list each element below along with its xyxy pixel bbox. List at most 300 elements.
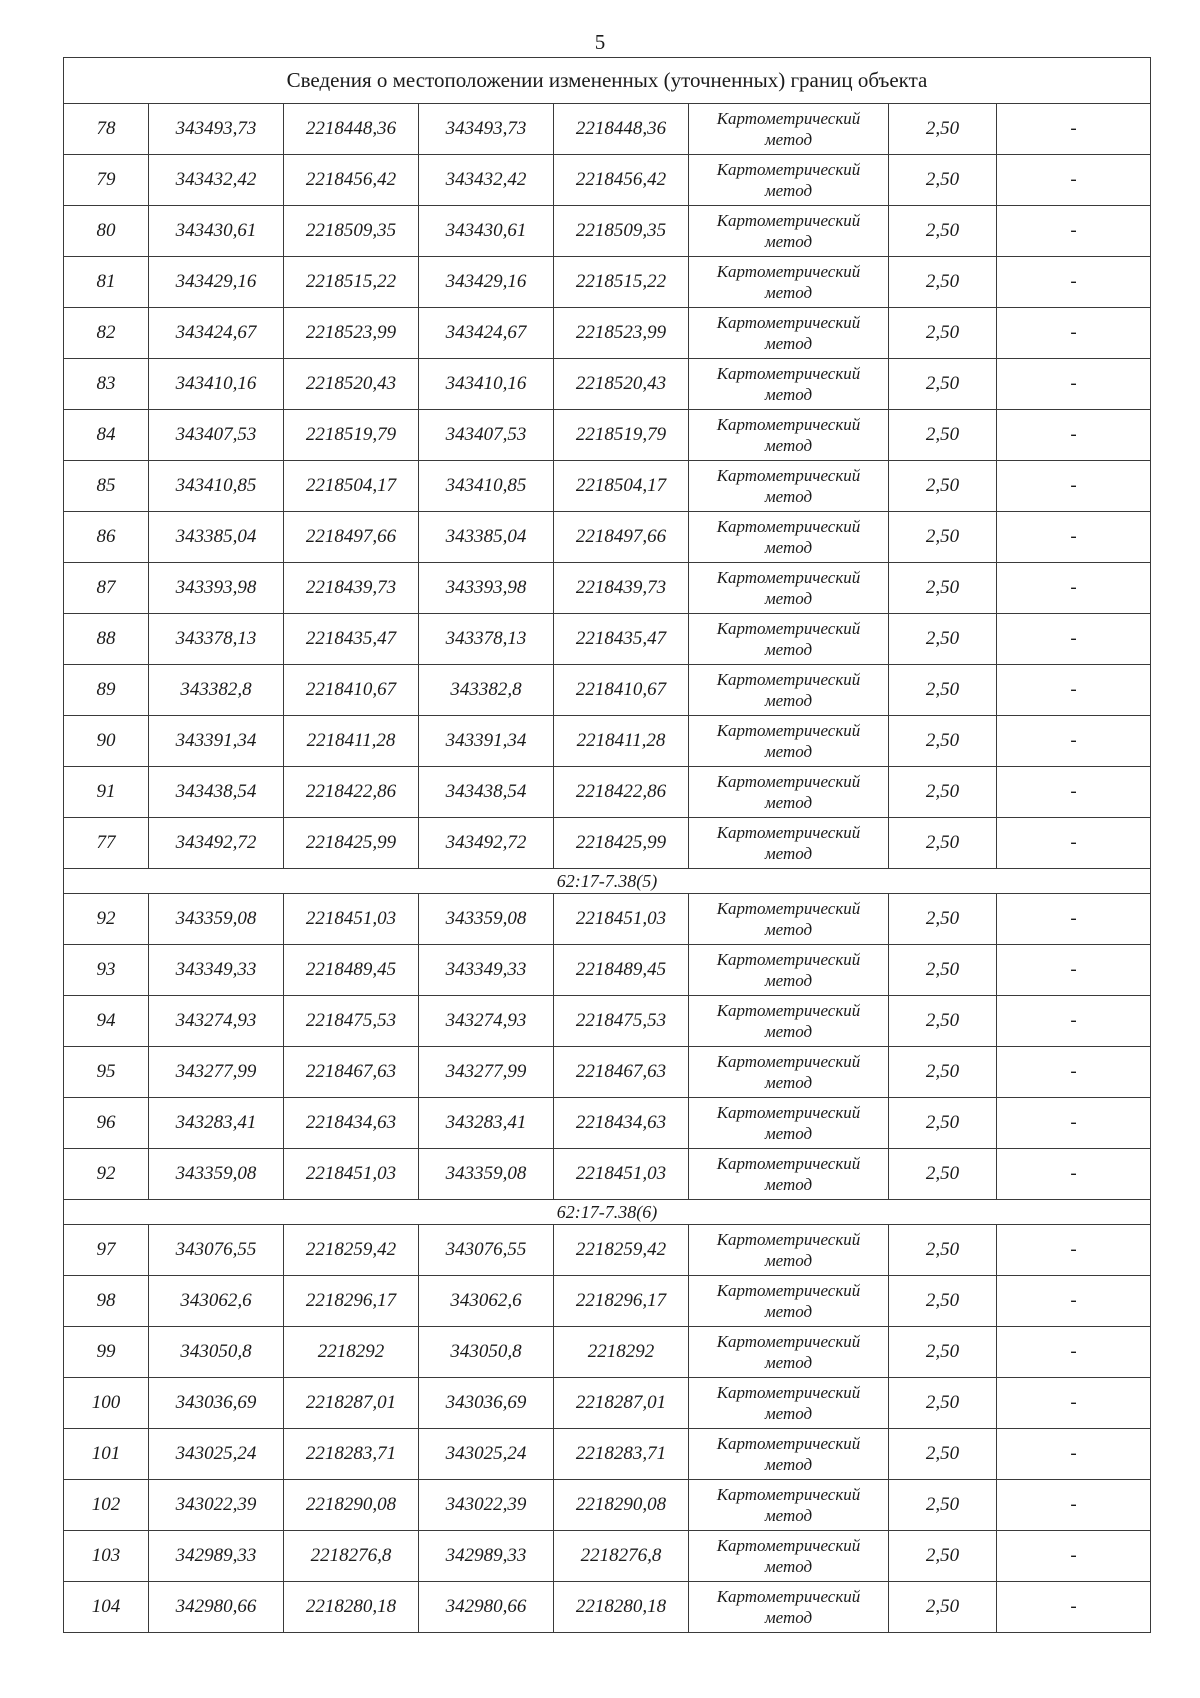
y-existing: 2218280,18 <box>284 1582 419 1633</box>
table-row <box>64 359 1151 410</box>
method-cell <box>689 1149 889 1200</box>
y-existing: 2218434,63 <box>284 1098 419 1149</box>
point-number: 93 <box>64 945 149 996</box>
point-number: 81 <box>64 257 149 308</box>
method-line2: метод <box>764 1251 813 1270</box>
y-new: 2218425,99 <box>554 818 689 869</box>
method-line1: Картометрический <box>716 1332 861 1351</box>
method-line1: Картометрический <box>716 670 861 689</box>
method-cell <box>689 894 889 945</box>
method-line2: метод <box>764 385 813 404</box>
point-number: 87 <box>64 563 149 614</box>
table-row <box>64 767 1151 818</box>
y-existing: 2218287,01 <box>284 1378 419 1429</box>
x-existing: 343492,72 <box>149 818 284 869</box>
y-existing: 2218425,99 <box>284 818 419 869</box>
accuracy: 2,50 <box>889 945 997 996</box>
point-number: 97 <box>64 1225 149 1276</box>
method-line1: Картометрический <box>716 1383 861 1402</box>
description: - <box>997 1582 1151 1633</box>
y-new: 2218434,63 <box>554 1098 689 1149</box>
y-new: 2218435,47 <box>554 614 689 665</box>
method-cell <box>689 1531 889 1582</box>
point-number: 78 <box>64 104 149 155</box>
point-number: 84 <box>64 410 149 461</box>
point-number: 80 <box>64 206 149 257</box>
x-new: 343410,85 <box>419 461 554 512</box>
y-existing: 2218422,86 <box>284 767 419 818</box>
point-number: 89 <box>64 665 149 716</box>
method-line2: метод <box>764 181 813 200</box>
y-existing: 2218276,8 <box>284 1531 419 1582</box>
table-row <box>64 1378 1151 1429</box>
x-existing: 343025,24 <box>149 1429 284 1480</box>
point-number: 90 <box>64 716 149 767</box>
method-line2: метод <box>764 1404 813 1423</box>
x-existing: 343382,8 <box>149 665 284 716</box>
y-new: 2218422,86 <box>554 767 689 818</box>
method-cell <box>689 1582 889 1633</box>
table-title-row <box>64 58 1151 104</box>
table-row <box>64 894 1151 945</box>
accuracy: 2,50 <box>889 767 997 818</box>
y-new: 2218519,79 <box>554 410 689 461</box>
method-line2: метод <box>764 1022 813 1041</box>
y-existing: 2218290,08 <box>284 1480 419 1531</box>
x-new: 343062,6 <box>419 1276 554 1327</box>
description: - <box>997 945 1151 996</box>
accuracy: 2,50 <box>889 1225 997 1276</box>
x-existing: 342980,66 <box>149 1582 284 1633</box>
method-line1: Картометрический <box>716 772 861 791</box>
accuracy: 2,50 <box>889 257 997 308</box>
accuracy: 2,50 <box>889 461 997 512</box>
y-existing: 2218519,79 <box>284 410 419 461</box>
table-row <box>64 206 1151 257</box>
y-new: 2218509,35 <box>554 206 689 257</box>
y-existing: 2218283,71 <box>284 1429 419 1480</box>
accuracy: 2,50 <box>889 1480 997 1531</box>
point-number: 94 <box>64 996 149 1047</box>
y-new: 2218515,22 <box>554 257 689 308</box>
x-new: 343393,98 <box>419 563 554 614</box>
method-cell <box>689 308 889 359</box>
x-new: 343359,08 <box>419 1149 554 1200</box>
accuracy: 2,50 <box>889 614 997 665</box>
y-existing: 2218475,53 <box>284 996 419 1047</box>
x-existing: 343022,39 <box>149 1480 284 1531</box>
y-existing: 2218489,45 <box>284 945 419 996</box>
x-new: 343022,39 <box>419 1480 554 1531</box>
description: - <box>997 1276 1151 1327</box>
method-line1: Картометрический <box>716 1230 861 1249</box>
point-number: 98 <box>64 1276 149 1327</box>
x-existing: 343050,8 <box>149 1327 284 1378</box>
table-row <box>64 1098 1151 1149</box>
point-number: 96 <box>64 1098 149 1149</box>
description: - <box>997 1480 1151 1531</box>
accuracy: 2,50 <box>889 1429 997 1480</box>
method-cell <box>689 945 889 996</box>
method-line1: Картометрический <box>716 1587 861 1606</box>
x-new: 343378,13 <box>419 614 554 665</box>
x-existing: 342989,33 <box>149 1531 284 1582</box>
method-line1: Картометрический <box>716 313 861 332</box>
method-line2: метод <box>764 640 813 659</box>
description: - <box>997 1149 1151 1200</box>
method-line2: метод <box>764 844 813 863</box>
accuracy: 2,50 <box>889 996 997 1047</box>
x-new: 343274,93 <box>419 996 554 1047</box>
method-line1: Картометрический <box>716 466 861 485</box>
accuracy: 2,50 <box>889 1276 997 1327</box>
method-line2: метод <box>764 130 813 149</box>
method-cell <box>689 1378 889 1429</box>
x-new: 343429,16 <box>419 257 554 308</box>
x-existing: 343393,98 <box>149 563 284 614</box>
description: - <box>997 563 1151 614</box>
table-row <box>64 1480 1151 1531</box>
x-existing: 343407,53 <box>149 410 284 461</box>
x-new: 343382,8 <box>419 665 554 716</box>
method-line2: метод <box>764 793 813 812</box>
y-existing: 2218451,03 <box>284 894 419 945</box>
method-line1: Картометрический <box>716 568 861 587</box>
method-line1: Картометрический <box>716 517 861 536</box>
description: - <box>997 1327 1151 1378</box>
point-number: 88 <box>64 614 149 665</box>
method-cell <box>689 1098 889 1149</box>
description: - <box>997 257 1151 308</box>
y-new: 2218497,66 <box>554 512 689 563</box>
y-existing: 2218292 <box>284 1327 419 1378</box>
y-new: 2218451,03 <box>554 894 689 945</box>
method-cell <box>689 1225 889 1276</box>
table-row <box>64 512 1151 563</box>
y-new: 2218292 <box>554 1327 689 1378</box>
x-existing: 343385,04 <box>149 512 284 563</box>
y-existing: 2218515,22 <box>284 257 419 308</box>
x-existing: 343274,93 <box>149 996 284 1047</box>
y-new: 2218489,45 <box>554 945 689 996</box>
method-cell <box>689 359 889 410</box>
method-line1: Картометрический <box>716 950 861 969</box>
table-row <box>64 308 1151 359</box>
point-number: 86 <box>64 512 149 563</box>
x-new: 343025,24 <box>419 1429 554 1480</box>
description: - <box>997 155 1151 206</box>
x-new: 343385,04 <box>419 512 554 563</box>
description: - <box>997 1531 1151 1582</box>
method-line1: Картометрический <box>716 211 861 230</box>
accuracy: 2,50 <box>889 512 997 563</box>
x-new: 343283,41 <box>419 1098 554 1149</box>
table-row <box>64 1531 1151 1582</box>
y-new: 2218290,08 <box>554 1480 689 1531</box>
method-cell <box>689 996 889 1047</box>
description: - <box>997 461 1151 512</box>
x-existing: 343349,33 <box>149 945 284 996</box>
y-new: 2218283,71 <box>554 1429 689 1480</box>
method-line1: Картометрический <box>716 160 861 179</box>
y-new: 2218475,53 <box>554 996 689 1047</box>
method-line2: метод <box>764 1302 813 1321</box>
x-new: 343050,8 <box>419 1327 554 1378</box>
point-number: 99 <box>64 1327 149 1378</box>
method-line2: метод <box>764 1506 813 1525</box>
x-new: 343407,53 <box>419 410 554 461</box>
x-existing: 343359,08 <box>149 1149 284 1200</box>
method-line2: метод <box>764 283 813 302</box>
point-number: 85 <box>64 461 149 512</box>
accuracy: 2,50 <box>889 104 997 155</box>
accuracy: 2,50 <box>889 563 997 614</box>
description: - <box>997 308 1151 359</box>
method-line1: Картометрический <box>716 619 861 638</box>
accuracy: 2,50 <box>889 1149 997 1200</box>
method-line2: метод <box>764 742 813 761</box>
accuracy: 2,50 <box>889 894 997 945</box>
method-line1: Картометрический <box>716 721 861 740</box>
table-row <box>64 665 1151 716</box>
description: - <box>997 665 1151 716</box>
method-cell <box>689 716 889 767</box>
y-existing: 2218448,36 <box>284 104 419 155</box>
section-label: 62:17-7.38(5) <box>64 869 1151 894</box>
x-new: 343492,72 <box>419 818 554 869</box>
x-new: 343493,73 <box>419 104 554 155</box>
point-number: 101 <box>64 1429 149 1480</box>
y-existing: 2218435,47 <box>284 614 419 665</box>
accuracy: 2,50 <box>889 818 997 869</box>
method-line1: Картометрический <box>716 1434 861 1453</box>
point-number: 79 <box>64 155 149 206</box>
x-existing: 343410,85 <box>149 461 284 512</box>
description: - <box>997 996 1151 1047</box>
description: - <box>997 1047 1151 1098</box>
table-row <box>64 1429 1151 1480</box>
accuracy: 2,50 <box>889 716 997 767</box>
point-number: 92 <box>64 894 149 945</box>
table-row <box>64 461 1151 512</box>
y-existing: 2218410,67 <box>284 665 419 716</box>
method-line2: метод <box>764 487 813 506</box>
x-new: 343438,54 <box>419 767 554 818</box>
x-new: 342989,33 <box>419 1531 554 1582</box>
accuracy: 2,50 <box>889 206 997 257</box>
y-existing: 2218296,17 <box>284 1276 419 1327</box>
y-new: 2218467,63 <box>554 1047 689 1098</box>
x-existing: 343438,54 <box>149 767 284 818</box>
table-row <box>64 104 1151 155</box>
y-existing: 2218439,73 <box>284 563 419 614</box>
point-number: 91 <box>64 767 149 818</box>
method-line2: метод <box>764 920 813 939</box>
accuracy: 2,50 <box>889 308 997 359</box>
point-number: 102 <box>64 1480 149 1531</box>
method-line2: метод <box>764 1608 813 1627</box>
y-new: 2218296,17 <box>554 1276 689 1327</box>
y-existing: 2218456,42 <box>284 155 419 206</box>
description: - <box>997 716 1151 767</box>
y-new: 2218280,18 <box>554 1582 689 1633</box>
method-cell <box>689 818 889 869</box>
x-new: 342980,66 <box>419 1582 554 1633</box>
method-line2: метод <box>764 1353 813 1372</box>
method-cell <box>689 461 889 512</box>
method-line2: метод <box>764 538 813 557</box>
description: - <box>997 1225 1151 1276</box>
method-cell <box>689 563 889 614</box>
method-cell <box>689 665 889 716</box>
table-row <box>64 716 1151 767</box>
description: - <box>997 818 1151 869</box>
table-row <box>64 257 1151 308</box>
method-cell <box>689 104 889 155</box>
method-line1: Картометрический <box>716 899 861 918</box>
table-row <box>64 614 1151 665</box>
method-line1: Картометрический <box>716 823 861 842</box>
method-line1: Картометрический <box>716 1485 861 1504</box>
method-line2: метод <box>764 1455 813 1474</box>
section-row <box>64 1200 1151 1225</box>
x-existing: 343493,73 <box>149 104 284 155</box>
method-line1: Картометрический <box>716 109 861 128</box>
description: - <box>997 614 1151 665</box>
method-line2: метод <box>764 971 813 990</box>
method-line1: Картометрический <box>716 1536 861 1555</box>
method-cell <box>689 1327 889 1378</box>
method-line1: Картометрический <box>716 364 861 383</box>
method-line2: метод <box>764 691 813 710</box>
method-line1: Картометрический <box>716 1154 861 1173</box>
accuracy: 2,50 <box>889 359 997 410</box>
x-existing: 343410,16 <box>149 359 284 410</box>
description: - <box>997 512 1151 563</box>
y-new: 2218520,43 <box>554 359 689 410</box>
x-existing: 343391,34 <box>149 716 284 767</box>
table-title: Сведения о местоположении измененных (уточненных) границ объекта <box>64 58 1151 104</box>
table-row <box>64 945 1151 996</box>
point-number: 103 <box>64 1531 149 1582</box>
x-existing: 343036,69 <box>149 1378 284 1429</box>
y-new: 2218411,28 <box>554 716 689 767</box>
x-existing: 343062,6 <box>149 1276 284 1327</box>
accuracy: 2,50 <box>889 155 997 206</box>
x-existing: 343359,08 <box>149 894 284 945</box>
y-new: 2218451,03 <box>554 1149 689 1200</box>
y-existing: 2218509,35 <box>284 206 419 257</box>
point-number: 92 <box>64 1149 149 1200</box>
y-new: 2218259,42 <box>554 1225 689 1276</box>
method-cell <box>689 257 889 308</box>
x-existing: 343430,61 <box>149 206 284 257</box>
x-existing: 343378,13 <box>149 614 284 665</box>
x-new: 343036,69 <box>419 1378 554 1429</box>
y-new: 2218448,36 <box>554 104 689 155</box>
description: - <box>997 206 1151 257</box>
accuracy: 2,50 <box>889 1531 997 1582</box>
accuracy: 2,50 <box>889 1047 997 1098</box>
accuracy: 2,50 <box>889 1378 997 1429</box>
table-row <box>64 1149 1151 1200</box>
x-new: 343430,61 <box>419 206 554 257</box>
method-line2: метод <box>764 334 813 353</box>
method-line1: Картометрический <box>716 1103 861 1122</box>
method-line2: метод <box>764 1557 813 1576</box>
method-cell <box>689 155 889 206</box>
boundary-coordinates-table <box>63 57 1151 1633</box>
description: - <box>997 1378 1151 1429</box>
method-cell <box>689 1480 889 1531</box>
x-existing: 343429,16 <box>149 257 284 308</box>
method-line2: метод <box>764 1124 813 1143</box>
x-new: 343424,67 <box>419 308 554 359</box>
y-new: 2218439,73 <box>554 563 689 614</box>
description: - <box>997 1429 1151 1480</box>
method-line2: метод <box>764 436 813 455</box>
method-line2: метод <box>764 232 813 251</box>
table-row <box>64 563 1151 614</box>
point-number: 77 <box>64 818 149 869</box>
page-number: 5 <box>594 30 606 54</box>
description: - <box>997 104 1151 155</box>
x-existing: 343076,55 <box>149 1225 284 1276</box>
accuracy: 2,50 <box>889 1327 997 1378</box>
x-new: 343359,08 <box>419 894 554 945</box>
y-new: 2218287,01 <box>554 1378 689 1429</box>
x-existing: 343277,99 <box>149 1047 284 1098</box>
description: - <box>997 894 1151 945</box>
description: - <box>997 767 1151 818</box>
y-existing: 2218520,43 <box>284 359 419 410</box>
y-existing: 2218259,42 <box>284 1225 419 1276</box>
description: - <box>997 1098 1151 1149</box>
x-existing: 343432,42 <box>149 155 284 206</box>
table-row <box>64 410 1151 461</box>
accuracy: 2,50 <box>889 410 997 461</box>
table-row <box>64 1225 1151 1276</box>
method-line1: Картометрический <box>716 415 861 434</box>
y-new: 2218523,99 <box>554 308 689 359</box>
method-cell <box>689 614 889 665</box>
x-new: 343391,34 <box>419 716 554 767</box>
method-cell <box>689 767 889 818</box>
y-existing: 2218467,63 <box>284 1047 419 1098</box>
method-line2: метод <box>764 1175 813 1194</box>
point-number: 95 <box>64 1047 149 1098</box>
method-line2: метод <box>764 589 813 608</box>
method-line1: Картометрический <box>716 1001 861 1020</box>
x-existing: 343283,41 <box>149 1098 284 1149</box>
table-row <box>64 1327 1151 1378</box>
point-number: 100 <box>64 1378 149 1429</box>
table-row <box>64 1276 1151 1327</box>
method-cell <box>689 512 889 563</box>
y-new: 2218504,17 <box>554 461 689 512</box>
y-new: 2218276,8 <box>554 1531 689 1582</box>
y-new: 2218456,42 <box>554 155 689 206</box>
table-row <box>64 818 1151 869</box>
y-existing: 2218497,66 <box>284 512 419 563</box>
point-number: 83 <box>64 359 149 410</box>
y-existing: 2218523,99 <box>284 308 419 359</box>
table-row <box>64 1047 1151 1098</box>
description: - <box>997 410 1151 461</box>
method-cell <box>689 1276 889 1327</box>
method-cell <box>689 410 889 461</box>
section-row <box>64 869 1151 894</box>
